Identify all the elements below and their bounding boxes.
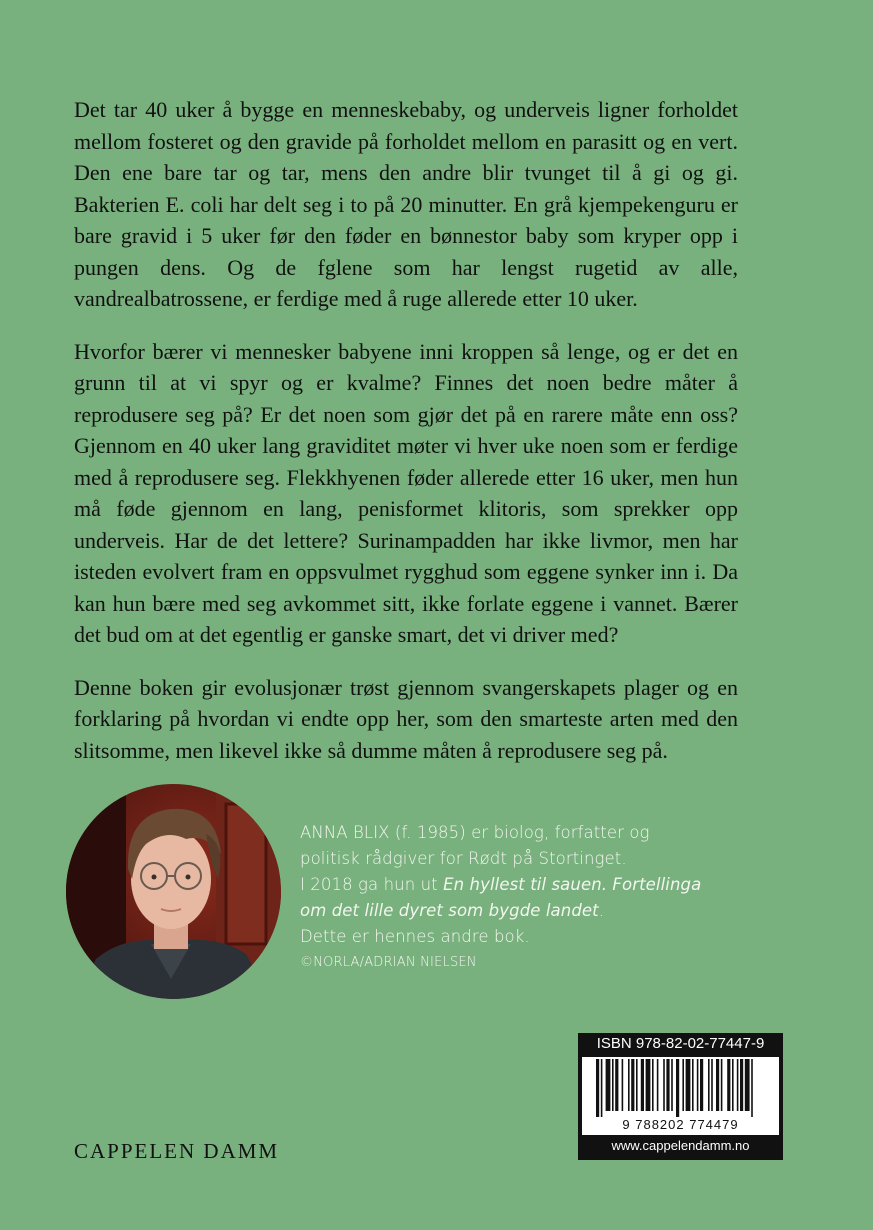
bio-line: politisk rådgiver for Rødt på Stortinget. — [300, 849, 627, 868]
previous-book-title: En hyllest til sauen. Fortellinga — [443, 875, 702, 894]
barcode-bar — [631, 1059, 634, 1111]
photo-credit: ©NORLA/ADRIAN NIELSEN — [300, 955, 477, 970]
barcode-bar — [657, 1059, 659, 1111]
barcode-bar — [652, 1059, 654, 1111]
barcode-bar — [751, 1059, 753, 1117]
barcode-bar — [612, 1059, 614, 1111]
barcode-bar — [663, 1059, 665, 1111]
barcode-bar — [606, 1059, 611, 1111]
barcode-bar — [697, 1059, 699, 1111]
barcode-bar — [716, 1059, 719, 1111]
barcode-bar — [622, 1059, 624, 1111]
barcode-digits: 9 788202 774479 — [622, 1117, 739, 1132]
barcode-bar — [708, 1059, 710, 1111]
barcode-bar — [740, 1059, 743, 1111]
barcode-bar — [641, 1059, 644, 1111]
barcode-bar — [676, 1059, 679, 1117]
barcode-bar — [682, 1059, 684, 1111]
barcode-bar — [711, 1059, 713, 1111]
barcode-bar — [727, 1059, 730, 1111]
bio-line: om det lille dyret som bygde landet. — [300, 901, 605, 920]
description-paragraph: Det tar 40 uker å bygge en menneskebaby, og underveis ligner forholdet mellom fosteret og den gravide på forholdet mellom en parasitt og en vert. Den ene bare tar og tar, mens den andre blir tvunget til å gi og gi. Bakterien E. coli har delt seg i to på 20 minutter. En grå kjempekenguru er bare gravid i 5 uker før den føder en bønnestor baby som kryper opp i pungen dens. Og de fglene som har lengst rugetid av alle, vandrealbatrossene, er ferdige med å ruge allerede etter 10 uker. — [74, 97, 738, 311]
author-bio — [300, 820, 720, 976]
barcode-bar — [737, 1059, 739, 1111]
barcode-bar — [615, 1059, 618, 1111]
barcode-bar — [700, 1059, 703, 1111]
barcode-bar — [628, 1059, 630, 1111]
barcode-bar — [686, 1059, 691, 1111]
barcode-bar — [732, 1059, 734, 1111]
barcode-bar — [601, 1059, 603, 1117]
barcode-bar — [666, 1059, 669, 1111]
author-photo — [66, 784, 281, 999]
back-cover-description — [74, 94, 738, 787]
barcode-bar — [721, 1059, 723, 1111]
publisher-logo: CAPPELEN DAMM — [74, 1139, 280, 1163]
bio-line: ANNA BLIX (f. 1985) er biolog, forfatter og — [300, 823, 650, 842]
previous-book-title-cont: om det lille dyret som bygde landet — [300, 901, 599, 920]
barcode — [582, 1057, 779, 1135]
bio-line: Dette er hennes andre bok. — [300, 927, 530, 946]
bio-line: I 2018 ga hun ut En hyllest til sauen. Fortellinga — [300, 875, 702, 894]
isbn-label: ISBN 978-82-02-77447-9 — [596, 1035, 765, 1052]
barcode-bar — [636, 1059, 638, 1111]
barcode-bar — [596, 1059, 599, 1117]
barcode-bar — [671, 1059, 673, 1111]
description-paragraph: Hvorfor bærer vi mennesker babyene inni kroppen så lenge, og er det en grunn til at vi spyr og er kvalme? Finnes det noen bedre måter å reprodusere seg på? Er det noen som gjør det på en rarere måte enn oss? Gjennom en 40 uker lang graviditet møter vi hver uke noen som er ferdige med å reprodusere seg. Flekkhyenen føder allerede etter 16 uker, men hun må føde gjennom en lang, penisformet klitoris, som sprekker opp underveis. Har de det lettere? Surinampadden har ikke livmor, men har isteden evolvert fram en oppsvulmet rygghud som eggene synker inn i. Da kan hun bære med seg avkommet sitt, ikke forlate eggene i vannet. Bærer det bud om at det egentlig er ganske smart, det vi driver med? — [74, 338, 738, 647]
description-paragraph: Denne boken gir evolusjonær trøst gjennom svangerskapets plager og en forklaring på hvordan vi endte opp her, som den smarteste arten med den slitsomme, men likevel ikke så dumme måten å reprodusere seg på. — [74, 674, 738, 763]
barcode-bar — [692, 1059, 694, 1111]
barcode-bar — [646, 1059, 651, 1111]
isbn-barcode-block — [578, 1033, 783, 1160]
barcode-bar — [745, 1059, 750, 1111]
publisher-website: www.cappelendamm.no — [611, 1138, 750, 1153]
